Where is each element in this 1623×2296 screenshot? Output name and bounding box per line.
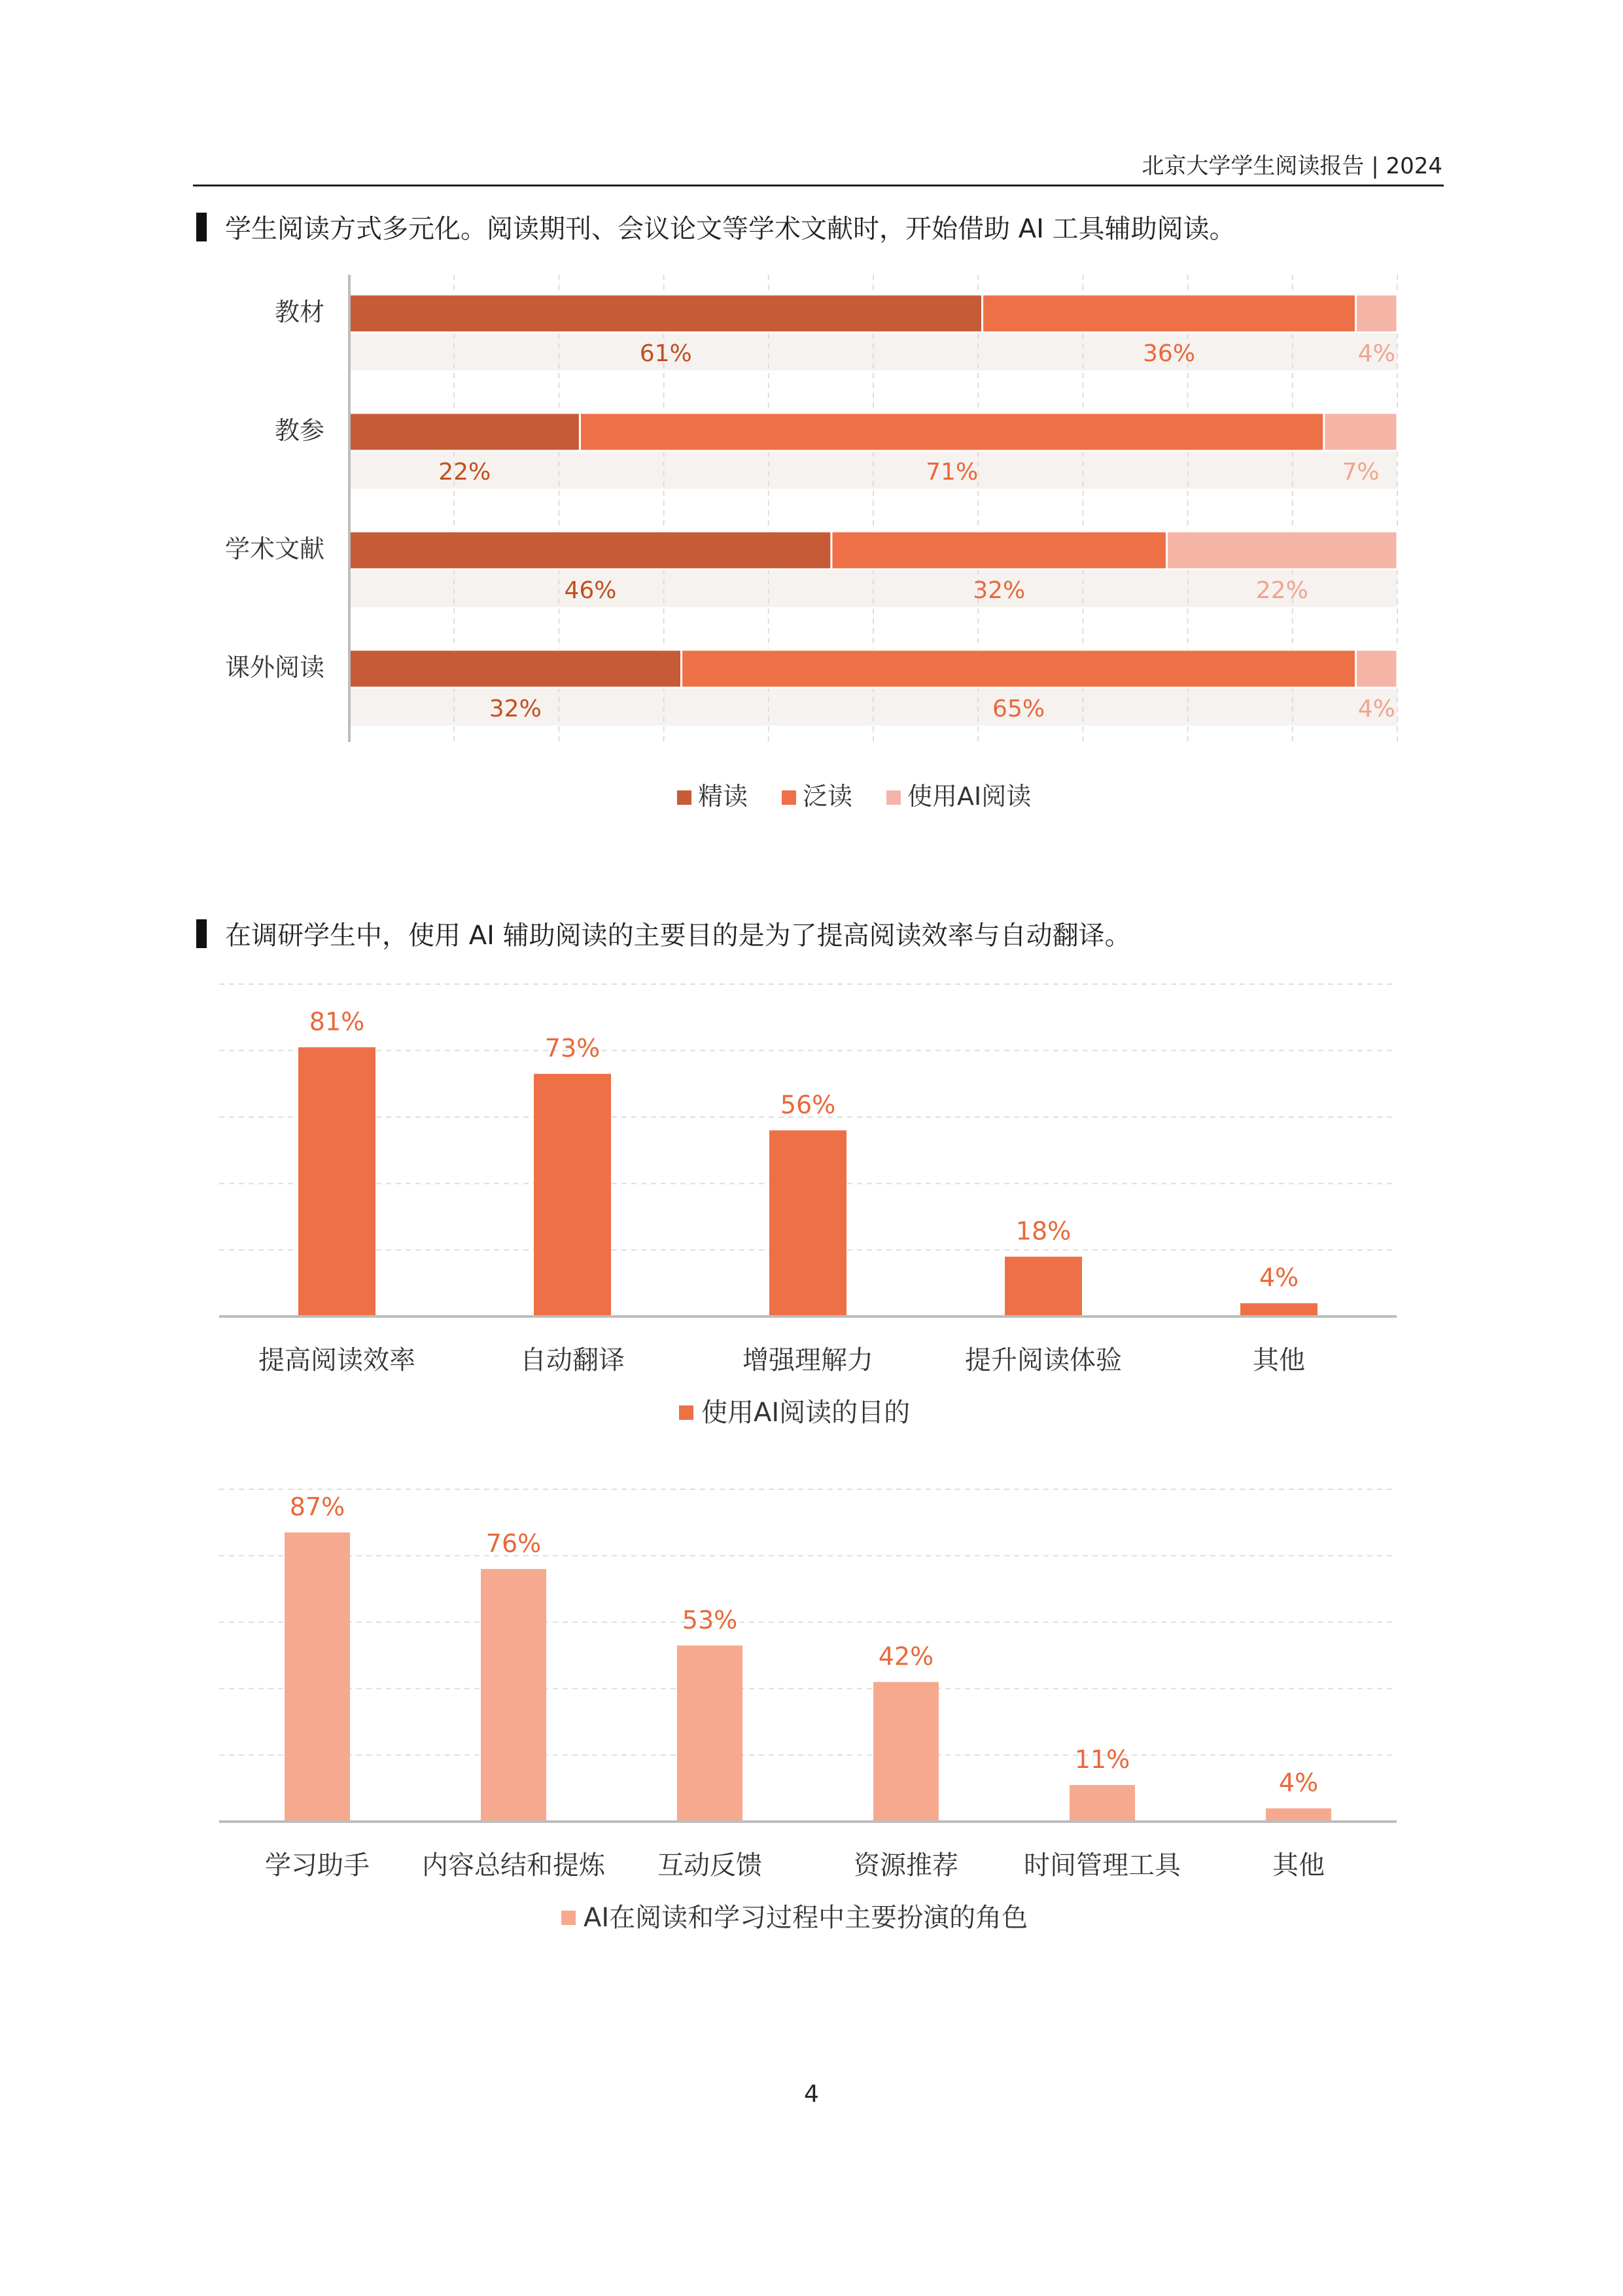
section2-title	[196, 915, 1131, 952]
bar-chart-ai-roles	[196, 1479, 1439, 1963]
data-label: 4%	[1259, 1263, 1299, 1292]
x-tick-label: 提高阅读效率	[258, 1345, 415, 1375]
data-label: 76%	[485, 1528, 542, 1558]
bar	[1266, 1809, 1331, 1822]
section2-title-text: 在调研学生中，使用 AI 辅助阅读的主要目的是为了提高阅读效率与自动翻译。	[225, 921, 1131, 951]
data-label: 4%	[1357, 340, 1395, 367]
category-label: 课外阅读	[224, 653, 324, 682]
legend-swatch	[561, 1911, 576, 1925]
data-label: 4%	[1278, 1768, 1319, 1797]
x-tick-label: 学习助手	[265, 1850, 370, 1881]
bar-segment	[349, 294, 983, 332]
legend-label: 使用AI阅读的目的	[701, 1398, 911, 1428]
data-label: 18%	[1015, 1216, 1072, 1246]
title-marker	[196, 919, 207, 948]
bar	[677, 1646, 742, 1822]
bar	[769, 1131, 846, 1316]
x-tick-label: 时间管理工具	[1024, 1850, 1181, 1881]
title-marker	[196, 213, 207, 241]
data-label: 36%	[1143, 340, 1196, 367]
data-label: 42%	[878, 1642, 934, 1671]
bar	[1005, 1257, 1082, 1316]
data-label: 22%	[1255, 577, 1308, 604]
bar-segment	[349, 413, 580, 451]
bar	[285, 1532, 350, 1822]
data-label: 4%	[1357, 696, 1395, 722]
category-label: 教参	[274, 416, 324, 445]
data-label: 32%	[489, 696, 542, 722]
data-label: 11%	[1074, 1745, 1130, 1775]
data-label: 53%	[682, 1605, 738, 1634]
data-label: 46%	[564, 577, 617, 604]
data-label: 32%	[973, 577, 1026, 604]
bar	[1070, 1785, 1135, 1822]
bar	[481, 1569, 546, 1822]
data-label: 81%	[309, 1007, 365, 1036]
legend-label: 精读	[698, 782, 748, 811]
data-label: 73%	[544, 1034, 601, 1063]
legend-swatch	[679, 1405, 693, 1420]
data-label: 65%	[992, 696, 1045, 722]
x-tick-label: 增强理解力	[742, 1345, 873, 1375]
bar-segment	[1167, 531, 1397, 569]
bar-segment	[1324, 413, 1397, 451]
page-header	[193, 143, 1444, 186]
bar-segment	[349, 531, 831, 569]
legend-swatch	[886, 790, 901, 805]
x-tick-label: 其他	[1253, 1345, 1305, 1375]
data-label: 7%	[1342, 459, 1380, 486]
legend-swatch	[677, 790, 691, 805]
legend-label: 使用AI阅读	[907, 782, 1032, 811]
bar	[298, 1048, 375, 1316]
x-tick-label: 内容总结和提炼	[422, 1850, 605, 1881]
data-label: 87%	[289, 1492, 345, 1522]
data-label: 71%	[926, 459, 979, 486]
data-label: 61%	[639, 340, 692, 367]
bar-segment	[1356, 650, 1397, 688]
stacked-bar-chart-reading-methods	[196, 275, 1439, 864]
header-text: 北京大学学生阅读报告 | 2024	[1142, 153, 1442, 179]
x-tick-label: 自动翻译	[520, 1345, 625, 1375]
bar	[534, 1074, 611, 1316]
page-number: 4	[804, 2081, 819, 2108]
data-label: 56%	[780, 1090, 836, 1120]
x-tick-label: 资源推荐	[854, 1850, 958, 1881]
x-tick-label: 互动反馈	[657, 1850, 762, 1881]
bar-segment	[349, 650, 682, 688]
section1-title	[196, 208, 1236, 245]
bar	[873, 1682, 939, 1822]
category-label: 教材	[274, 298, 324, 327]
bar	[1240, 1303, 1318, 1316]
bar-segment	[1356, 294, 1397, 332]
bar-chart-ai-reading-purpose	[196, 968, 1439, 1453]
category-label: 学术文献	[224, 535, 324, 563]
section1-title-text: 学生阅读方式多元化。阅读期刊、会议论文等学术文献时，开始借助 AI 工具辅助阅读。	[225, 214, 1236, 244]
x-tick-label: 提升阅读体验	[965, 1345, 1122, 1375]
x-tick-label: 其他	[1272, 1850, 1325, 1881]
data-label: 22%	[438, 459, 491, 486]
legend-label: 泛读	[803, 782, 853, 811]
bar-segment	[831, 531, 1167, 569]
bar-segment	[580, 413, 1323, 451]
bar-segment	[983, 294, 1356, 332]
bar-segment	[682, 650, 1356, 688]
legend-label: AI在阅读和学习过程中主要扮演的角色	[584, 1903, 1028, 1933]
legend-swatch	[782, 790, 796, 805]
